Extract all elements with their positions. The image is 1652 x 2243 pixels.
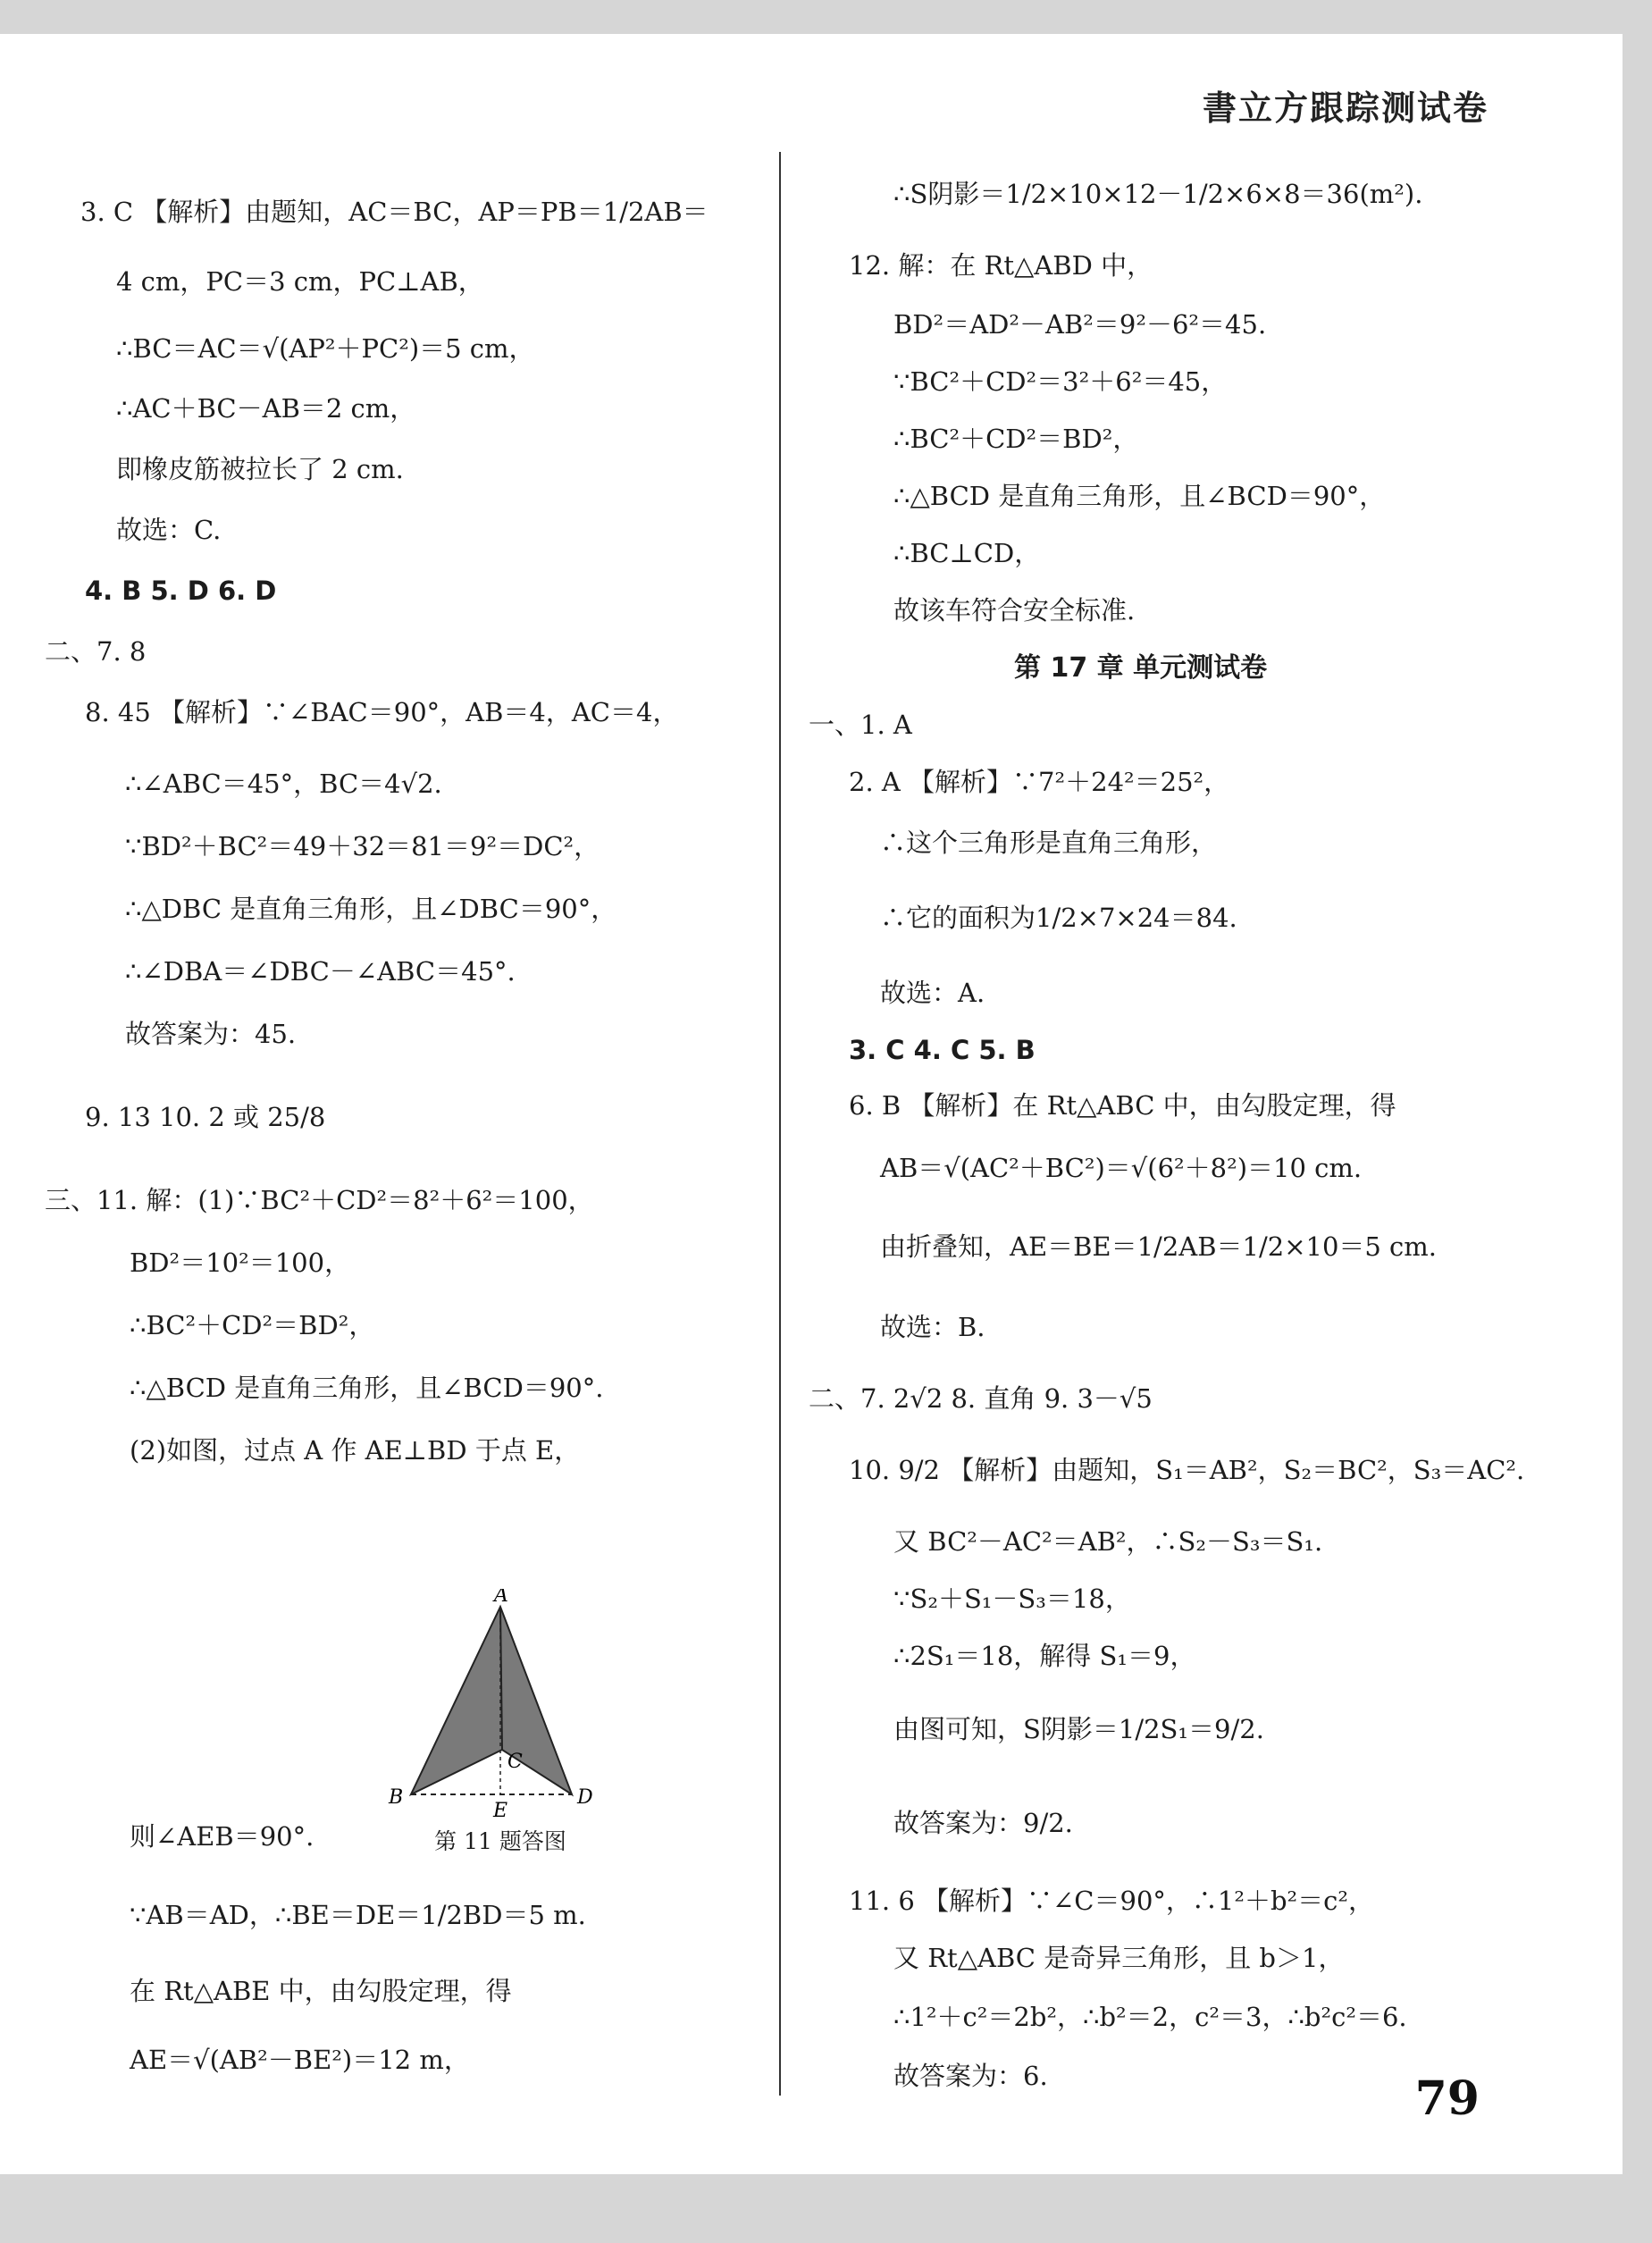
text-line: ∵AB＝AD，∴BE＝DE＝1/2BD＝5 m.: [130, 1900, 586, 1930]
text-line: 3. C 4. C 5. B: [849, 1035, 1036, 1065]
text-line: ∴BC²＋CD²＝BD²，: [130, 1310, 375, 1340]
text-line: ∴2S₁＝18，解得 S₁＝9，: [893, 1641, 1196, 1671]
text-line: BD²＝AD²－AB²＝9²－6²＝45.: [893, 309, 1267, 340]
text-line: 故答案为：45.: [125, 1019, 297, 1049]
text-line: 故该车符合安全标准.: [893, 595, 1136, 626]
text-line: ∴它的面积为1/2×7×24＝84.: [880, 903, 1237, 933]
label-b: B: [389, 1786, 404, 1809]
text-line: 在 Rt△ABE 中，由勾股定理，得: [130, 1976, 512, 2006]
text-line: 故选：B.: [880, 1312, 985, 1342]
page-number: 79: [1414, 2071, 1480, 2126]
label-c: C: [507, 1751, 523, 1773]
label-a: A: [494, 1589, 508, 1607]
text-line: 11. 6 【解析】∵∠C＝90°，∴1²＋b²＝c²，: [849, 1886, 1375, 1916]
text-line: 8. 45 【解析】∵∠BAC＝90°，AB＝4，AC＝4，: [85, 697, 679, 727]
text-line: AB＝√(AC²＋BC²)＝√(6²＋8²)＝10 cm.: [880, 1153, 1363, 1183]
text-line: 又 BC²－AC²＝AB²，∴S₂－S₃＝S₁.: [893, 1526, 1323, 1557]
label-d: D: [577, 1786, 593, 1809]
figure-caption: 第 11 题答图: [434, 1828, 566, 1854]
text-line: 3. C 【解析】由题知，AC＝BC，AP＝PB＝1/2AB＝: [80, 197, 709, 227]
text-line: (2)如图，过点 A 作 AE⊥BD 于点 E，: [130, 1435, 581, 1466]
text-line: 9. 13 10. 2 或 25/8: [85, 1102, 326, 1132]
text-line: AE＝√(AB²－BE²)＝12 m，: [130, 2045, 470, 2075]
section-line: 二、7. 8: [45, 636, 147, 667]
triangle-diagram: [375, 1589, 625, 1821]
text-line: 由折叠知，AE＝BE＝1/2AB＝1/2×10＝5 cm.: [880, 1231, 1438, 1262]
text-line: ∴∠DBA＝∠DBC－∠ABC＝45°.: [125, 956, 516, 987]
text-line: ∴AC＋BC－AB＝2 cm，: [116, 393, 416, 424]
text-line: 则∠AEB＝90°.: [130, 1821, 314, 1852]
text-line: 即橡皮筋被拉长了 2 cm.: [116, 454, 404, 484]
text-line: ∴△BCD 是直角三角形，且∠BCD＝90°.: [130, 1373, 604, 1403]
text-line: 故选：C.: [116, 515, 222, 545]
text-line: ∴BC⊥CD，: [893, 538, 1041, 568]
text-line: 2. A 【解析】∵7²＋24²＝25²，: [849, 767, 1230, 797]
text-line: 由图可知，S阴影＝1/2S₁＝9/2.: [893, 1714, 1264, 1744]
text-line: ∴△DBC 是直角三角形，且∠DBC＝90°，: [125, 894, 617, 924]
text-line: 又 Rt△ABC 是奇异三角形，且 b＞1，: [893, 1943, 1345, 1973]
text-line: ∴1²＋c²＝2b²，∴b²＝2，c²＝3，∴b²c²＝6.: [893, 2002, 1407, 2032]
text-line: 4. B 5. D 6. D: [85, 575, 277, 606]
text-line: 12. 解：在 Rt△ABD 中，: [849, 250, 1153, 281]
text-line: ∵BD²＋BC²＝49＋32＝81＝9²＝DC²，: [125, 831, 600, 861]
text-line: BD²＝10²＝100，: [130, 1248, 351, 1278]
text-line: 4 cm，PC＝3 cm，PC⊥AB，: [116, 266, 484, 297]
text-line: ∵S₂＋S₁－S₃＝18，: [893, 1584, 1131, 1614]
column-divider: [779, 152, 781, 2096]
chapter-heading: 第 17 章 单元测试卷: [1014, 652, 1268, 684]
text-line: 10. 9/2 【解析】由题知，S₁＝AB²，S₂＝BC²，S₃＝AC².: [849, 1455, 1525, 1485]
text-line: 6. B 【解析】在 Rt△ABC 中，由勾股定理，得: [849, 1090, 1396, 1121]
text-line: ∴BC²＋CD²＝BD²，: [893, 424, 1139, 454]
text-line: ∴BC＝AC＝√(AP²＋PC²)＝5 cm，: [116, 333, 535, 364]
page: [0, 34, 1623, 2174]
text-line: 故答案为：9/2.: [893, 1808, 1073, 1838]
label-e: E: [493, 1800, 508, 1821]
text-line: ∴△BCD 是直角三角形，且∠BCD＝90°，: [893, 481, 1386, 511]
text-line: ∴S阴影＝1/2×10×12－1/2×6×8＝36(m²).: [893, 179, 1423, 209]
text-line: ∴∠ABC＝45°，BC＝4√2.: [125, 769, 442, 799]
header-title: 書立方跟踪测试卷: [1202, 88, 1488, 128]
section-line: 一、1. A: [809, 710, 912, 740]
text-line: ∴这个三角形是直角三角形，: [880, 827, 1218, 858]
figure-11: [375, 1589, 625, 1884]
text-line: 故选：A.: [880, 978, 985, 1008]
shaded-region: [411, 1607, 572, 1794]
section-line: 三、11. 解：(1)∵BC²＋CD²＝8²＋6²＝100，: [45, 1185, 594, 1215]
text-line: 故答案为：6.: [893, 2061, 1048, 2091]
section-line: 二、7. 2√2 8. 直角 9. 3－√5: [809, 1383, 1153, 1414]
text-line: ∵BC²＋CD²＝3²＋6²＝45，: [893, 366, 1228, 397]
